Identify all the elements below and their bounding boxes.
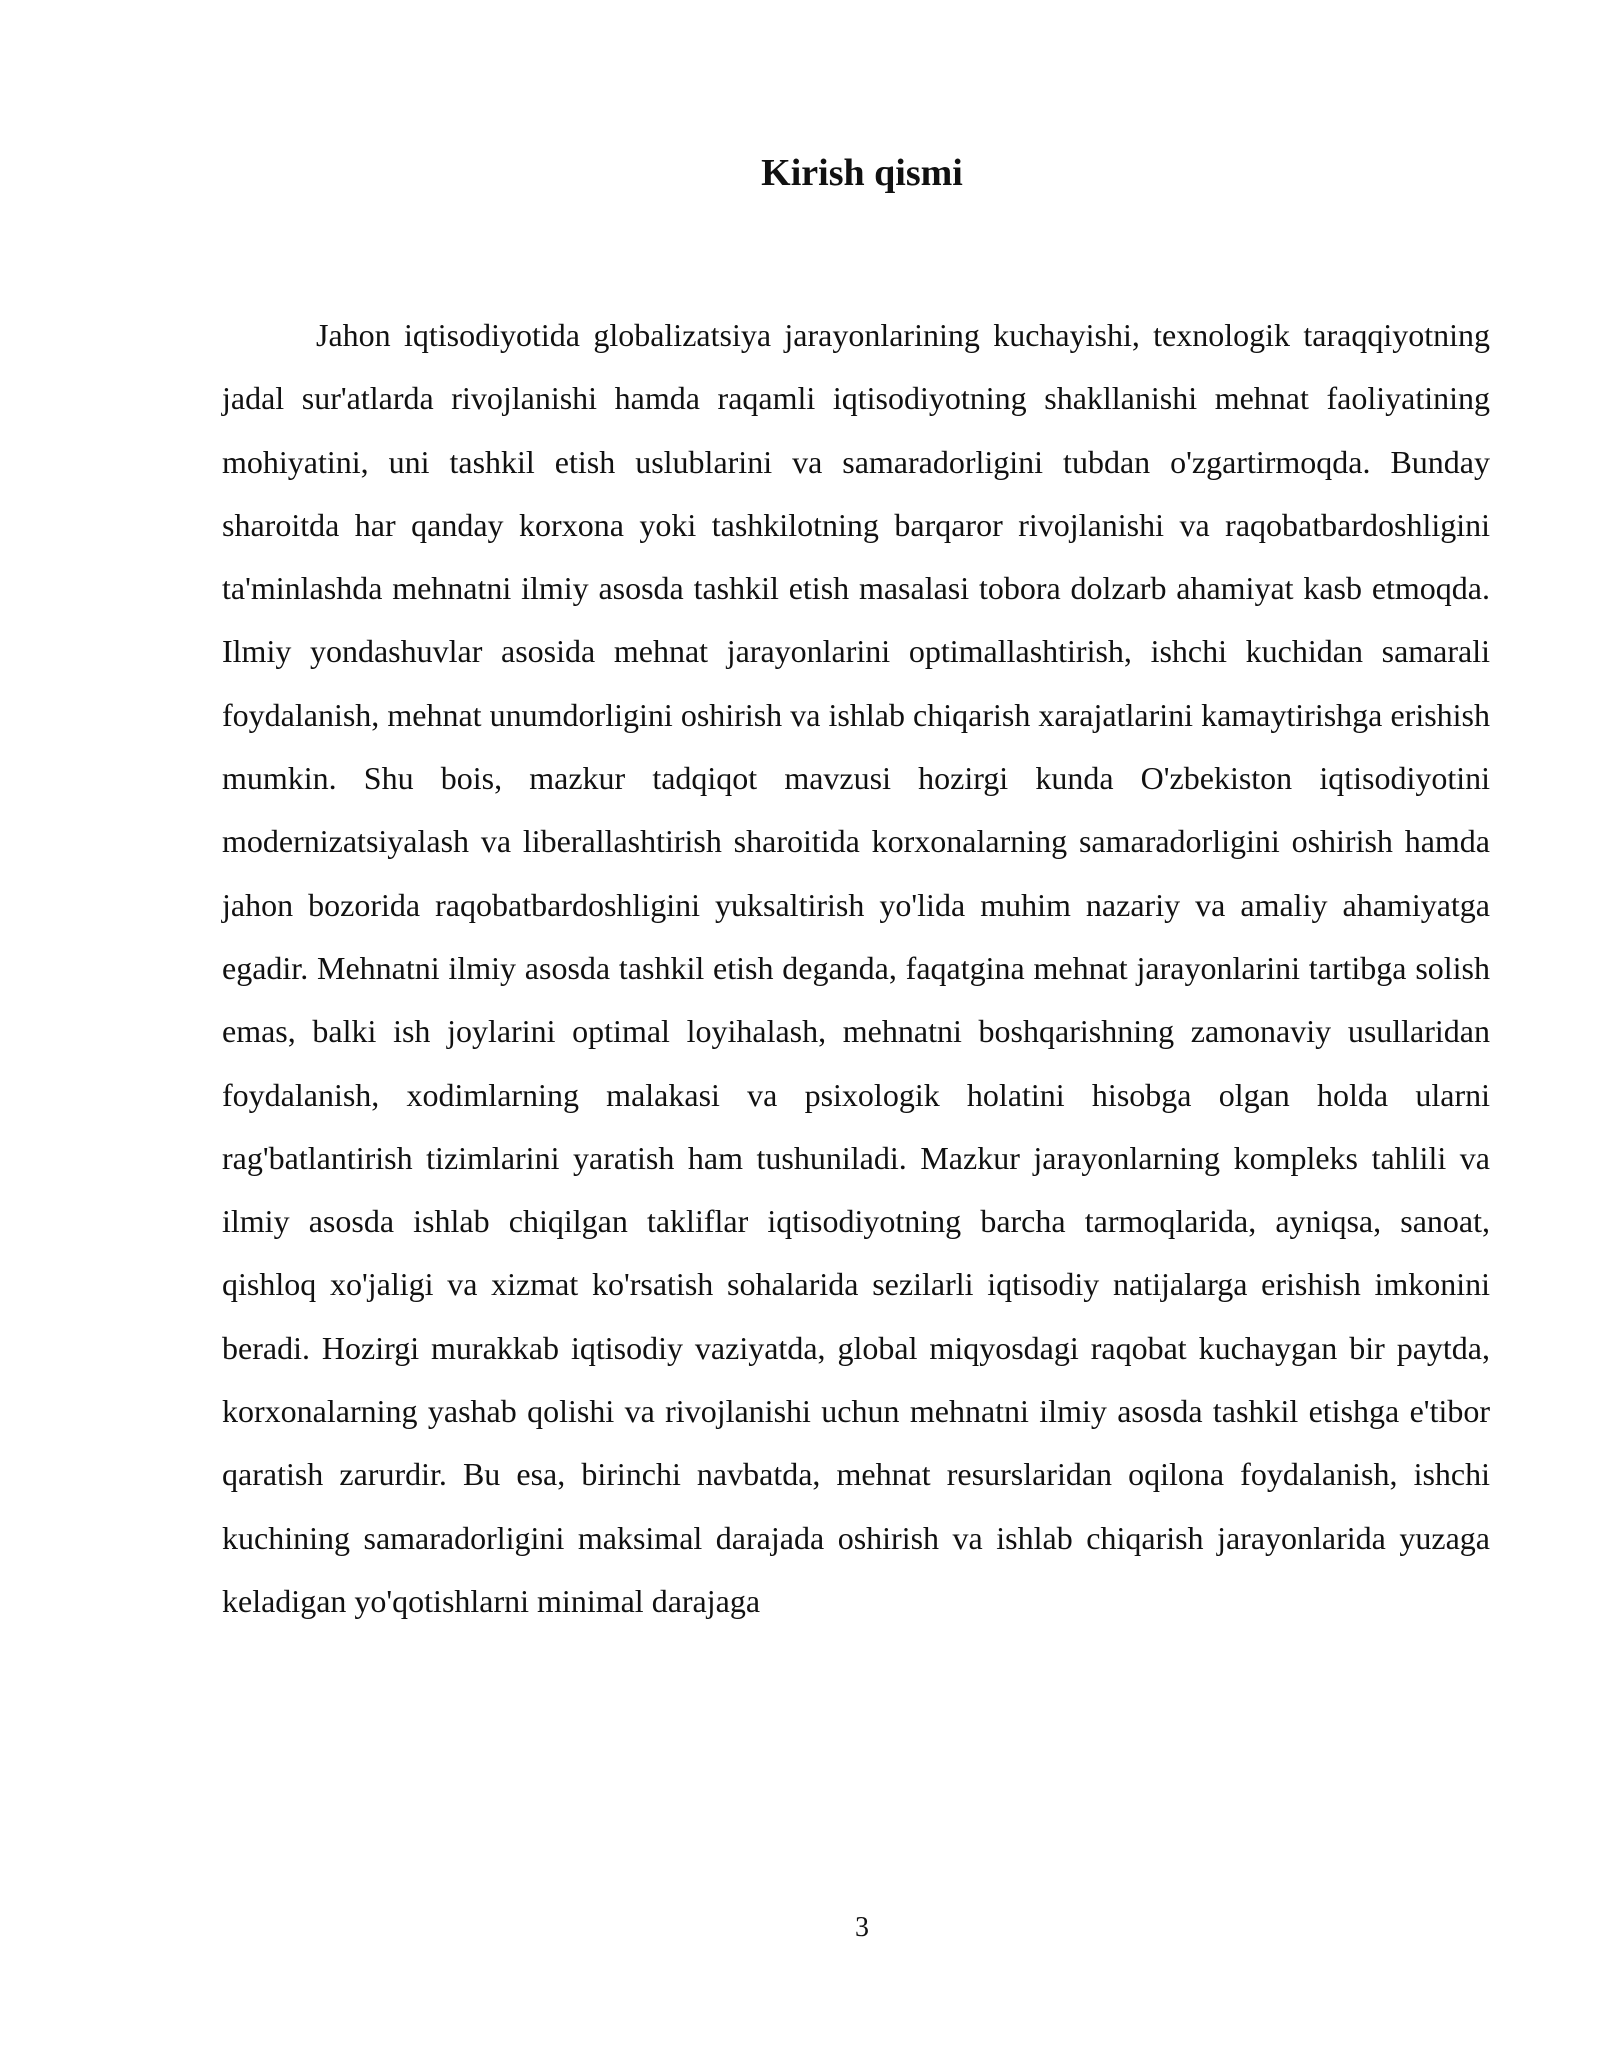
- body-paragraph: Jahon iqtisodiyotida globalizatsiya jarayonlarining kuchayishi, texnologik taraqqiyotning jadal sur'atlarda rivojlanishi hamda raqamli iqtisodiyotning shakllanishi mehnat faoliyatining mohiyatini, uni tashkil etish uslublarini va samaradorligini tubdan o'zgartirmoqda. Bunday sharoitda har qanday korxona yoki tashkilotning barqaror rivojlanishi va raqobatbardoshligini ta'minlashda mehnatni ilmiy asosda tashkil etish masalasi tobora dolzarb ahamiyat kasb etmoqda. Ilmiy yondashuvlar asosida mehnat jarayonlarini optimallashtirish, ishchi kuchidan samarali foydalanish, mehnat unumdorligini oshirish va ishlab chiqarish xarajatlarini kamaytirishga erishish mumkin. Shu bois, mazkur tadqiqot mavzusi hozirgi kunda O'zbekiston iqtisodiyotini modernizatsiyalash va liberallashtirish sharoitida korxonalarning samaradorligini oshirish hamda jahon bozorida raqobatbardoshligini yuksaltirish yo'lida muhim nazariy va amaliy ahamiyatga egadir. Mehnatni ilmiy asosda tashkil etish deganda, faqatgina mehnat jarayonlarini tartibga solish emas, balki ish joylarini optimal loyihalash, mehnatni boshqarishning zamonaviy usullaridan foydalanish, xodimlarning malakasi va psixologik holatini hisobga olgan holda ularni rag'batlantirish tizimlarini yaratish ham tushuniladi. Mazkur jarayonlarning kompleks tahlili va ilmiy asosda ishlab chiqilgan takliflar iqtisodiyotning barcha tarmoqlarida, ayniqsa, sanoat, qishloq xo'jaligi va xizmat ko'rsatish sohalarida sezilarli iqtisodiy natijalarga erishish imkonini beradi. Hozirgi murakkab iqtisodiy vaziyatda, global miqyosdagi raqobat kuchaygan bir paytda, korxonalarning yashab qolishi va rivojlanishi uchun mehnatni ilmiy asosda tashkil etishga e'tibor qaratish zarurdir. Bu esa, birinchi navbatda, mehnat resurslaridan oqilona foydalanish, ishchi kuchining samaradorligini maksimal darajada oshirish va ishlab chiqarish jarayonlarida yuzaga keladigan yo'qotishlarni minimal darajaga: [222, 317, 1490, 1619]
- page-title: Kirish qismi: [761, 152, 963, 194]
- page-number: 3: [855, 1912, 869, 1943]
